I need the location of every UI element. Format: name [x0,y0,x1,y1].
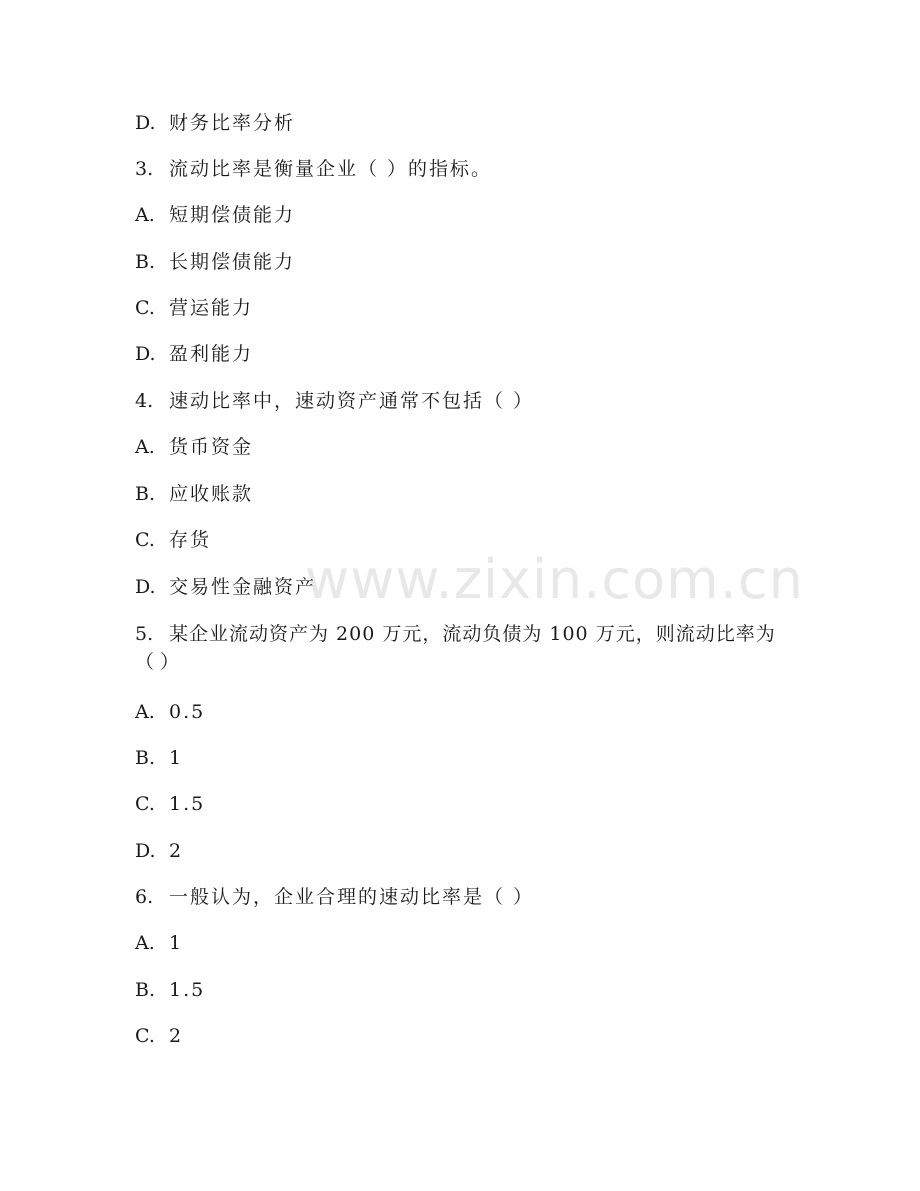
option-d-q2 [135,111,295,135]
option-d-q5 [135,839,183,863]
watermark: www.zixin.com.cn [305,548,804,611]
option-text: 营运能力 [169,297,254,319]
option-text: 存货 [169,529,212,551]
option-text: 1 [169,932,184,954]
option-b-q5 [135,746,183,770]
option-text: 应收账款 [169,483,254,505]
option-a-q4 [135,435,253,459]
option-c-q6 [135,1024,183,1048]
option-text: 1 [169,747,184,769]
option-text: 2 [169,840,184,862]
option-label: B. [135,251,156,273]
question-6 [135,885,534,909]
option-b-q4 [135,482,253,506]
question-4 [135,389,534,413]
option-a-q3 [135,203,295,227]
question-5-continuation [135,650,179,674]
question-text: 一般认为，企业合理的速动比率是（ ） [169,886,535,908]
option-text: 盈利能力 [169,343,254,365]
option-c-q3 [135,296,253,320]
option-label: C. [135,1025,155,1047]
option-text: 短期偿债能力 [169,204,296,226]
option-label: B. [135,979,156,1001]
option-text: 交易性金融资产 [169,576,317,598]
option-text: 0.5 [169,701,206,723]
option-label: B. [135,747,156,769]
question-text: 某企业流动资产为 200 万元，流动负债为 100 万元，则流动比率为 [169,623,776,645]
option-d-q3 [135,342,253,366]
option-text: 货币资金 [169,436,254,458]
option-label: A. [135,932,155,954]
question-number: 3. [135,158,154,180]
option-a-q6 [135,931,183,955]
question-number: 4. [135,390,154,412]
option-d-q4 [135,575,316,599]
option-label: C. [135,529,155,551]
option-c-q5 [135,792,205,816]
option-label: D. [135,576,156,598]
option-label: C. [135,793,155,815]
question-5 [135,622,776,646]
option-a-q5 [135,700,205,724]
question-text: 速动比率中，速动资产通常不包括（ ） [169,390,535,412]
question-number: 5. [135,623,154,645]
option-text: 1.5 [169,793,206,815]
option-label: D. [135,343,156,365]
option-text: 2 [169,1025,184,1047]
option-label: A. [135,204,155,226]
option-text: 长期偿债能力 [169,251,296,273]
option-label: A. [135,701,155,723]
option-text: 财务比率分析 [169,112,296,134]
option-b-q6 [135,978,205,1002]
question-text: 流动比率是衡量企业（ ）的指标。 [169,158,493,180]
question-number: 6. [135,886,154,908]
option-label: D. [135,112,156,134]
option-b-q3 [135,250,295,274]
option-label: C. [135,297,155,319]
option-text: 1.5 [169,979,206,1001]
option-label: D. [135,840,156,862]
question-text-cont: （ ） [135,651,180,673]
question-3 [135,157,492,181]
option-label: B. [135,483,156,505]
option-c-q4 [135,528,211,552]
option-label: A. [135,436,155,458]
